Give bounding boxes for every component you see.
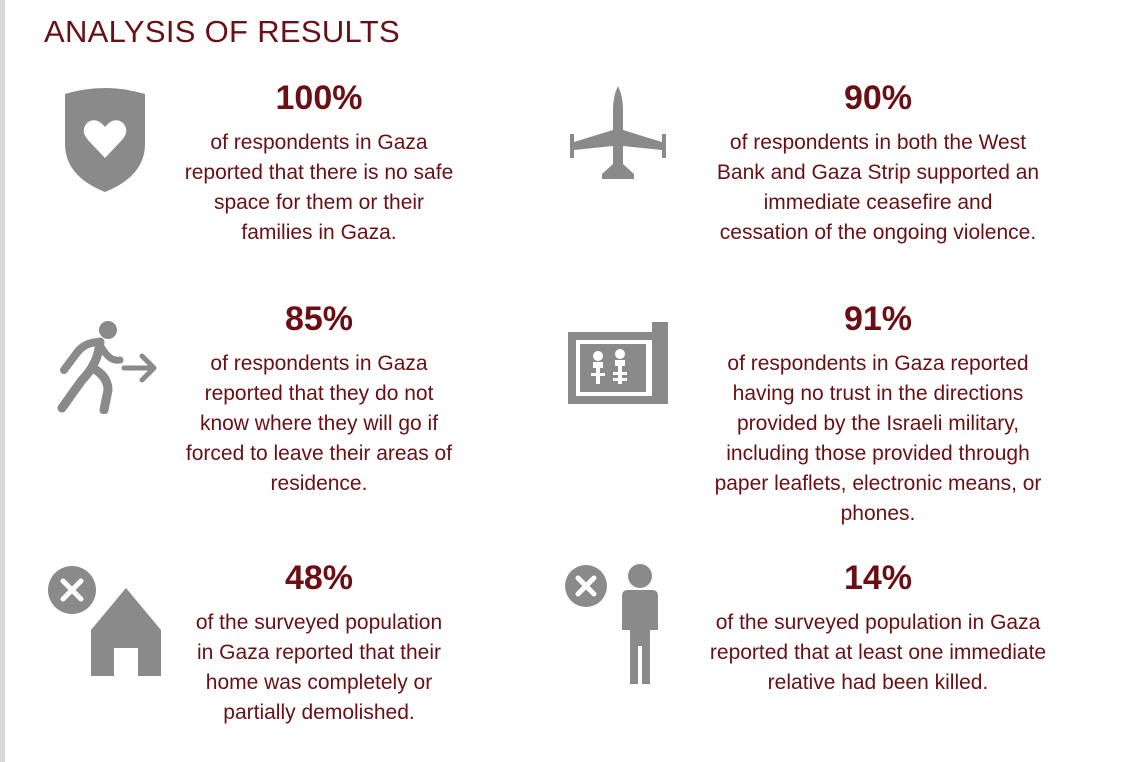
- stat-card: [140, 78, 498, 248]
- fighter-jet-icon: [568, 84, 668, 184]
- leaflet-icon: [566, 318, 672, 408]
- stat-card: [688, 299, 1068, 529]
- stat-value: 14%: [843, 559, 913, 597]
- shield-heart-icon: [60, 86, 150, 194]
- stat-description: of respondents in Gaza reported that there is no safe space for them or their families in Gaza.: [184, 131, 454, 244]
- left-border: [0, 0, 5, 762]
- stat-description: of respondents in Gaza reported having no trust in the directions provided by the Israeli military, including those provided through paper leaflets, electronic means, or phones.: [714, 352, 1042, 525]
- stat-description: of respondents in both the West Bank and Gaza Strip supported an immediate ceasefire and cessation of the ongoing violence.: [716, 131, 1040, 244]
- killed-relative-icon: [562, 562, 678, 688]
- stat-value: 91%: [843, 300, 913, 338]
- stat-card: [688, 78, 1068, 248]
- stat-description: of respondents in Gaza reported that they do not know where they will go if forced to leave their areas of residence.: [185, 352, 453, 495]
- page-title: ANALYSIS OF RESULTS: [44, 14, 400, 49]
- stat-card: [680, 558, 1076, 698]
- stat-value: 90%: [843, 79, 913, 117]
- stat-description: of the surveyed population in Gaza reported that at least one immediate relative had been killed.: [709, 611, 1047, 694]
- stat-value: 48%: [284, 559, 354, 597]
- stat-description: of the surveyed population in Gaza reported that their home was completely or partially demolished.: [195, 611, 443, 724]
- stat-card: [140, 299, 498, 499]
- stat-card: [140, 558, 498, 728]
- stat-value: 100%: [275, 79, 363, 117]
- stat-value: 85%: [284, 300, 354, 338]
